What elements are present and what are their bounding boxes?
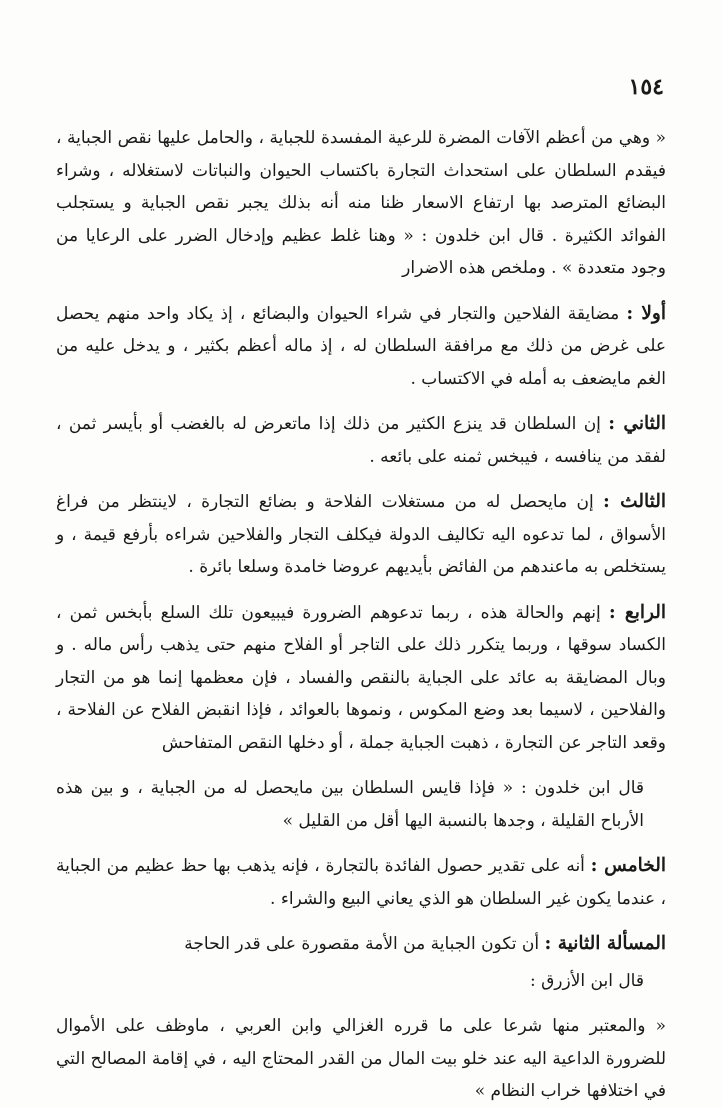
paragraph-quote [56,772,666,837]
paragraph-heading: الرابع : [608,601,666,623]
paragraph-second-issue [56,928,666,961]
paragraph-text: أنه على تقدير حصول الفائدة بالتجارة ، فإنه يذهب بها حظ عظيم من الجباية ، عندما يكون غير السلطان هو الذي يعاني البيع والشراء . [56,856,666,909]
paragraph-text: مضايقة الفلاحين والتجار في شراء الحيوان والبضائع ، إذ يكاد واحد منهم يحصل على غرض من ذلك مع مرافقة السلطان له ، إذ ماله أعظم بكثير ، و يدخل عليه من الغم مايضعف به أمله في الاكتساب . [56,303,666,389]
paragraph-text: « وهي من أعظم الآفات المضرة للرعية المفسدة للجباية ، والحامل عليها نقص الجباية ، فيقدم السلطان على استحداث التجارة باكتساب الحيوان والنباتات لاستغلاله ، وشراء البضائع المترصد بها ارتفاع الاسعار ظنا منه أنه بذلك يجبر نقص الجباية و يستجلب الفوائد الكثيرة . قال ابن خلدون : « وهنا غلط عظيم وإدخال الضرر على الرعايا من وجود متعددة » . وملخص هذه الاضرار [56,128,666,278]
paragraph-heading: الخامس : [590,855,666,876]
paragraph-heading: الثالث : [603,491,666,512]
paragraph-heading: أولا : [626,302,666,324]
paragraph-closing-quote [56,1010,666,1108]
paragraph-text: قال ابن الأزرق : [529,970,644,991]
paragraph-attribution [56,965,666,998]
page-body [56,122,666,1108]
paragraph-first-harm [56,298,666,396]
paragraph-text: قال ابن خلدون : « فإذا قايس السلطان بين مايحصل له من الجباية ، و بين هذه الأرباح القليلة ، وجدها بالنسبة اليها أقل من القليل » [56,778,644,831]
paragraph-text: إنهم والحالة هذه ، ربما تدعوهم الضرورة فيبيعون تلك السلع بأبخس ثمن ، الكساد سوقها ، وربما يتكرر ذلك على التاجر أو الفلاح منهم حتى يذهب رأس ماله . و وبال المضايقة به عائد على الجباية بالنقص والفساد ، فإن معظمها إنما هو من التجار والفلاحين ، لاسيما بعد وضع المكوس ، ونموها بالعوائد ، فإذا انقبض الفلاح عن الفلاحة ، وقعد التاجر عن التجارة ، ذهبت الجباية جملة ، أو دخلها النقص المتفاحش [56,602,666,753]
paragraph-text: أن تكون الجباية من الأمة مقصورة على قدر الحاجة [184,934,545,954]
paragraph-fourth-harm [56,597,666,760]
paragraph-text: إن مايحصل له من مستغلات الفلاحة و بضائع التجارة ، لاينتظر من فراغ الأسواق ، لما تدعوه اليه تكاليف الدولة فيكلف التجار والفلاحين شراءه بأرفع قيمة ، و يستخلص به ماعندهم من الفائض بأيديهم عروضا خامدة وسلعا بائرة . [56,492,666,577]
paragraph-text: « والمعتبر منها شرعا على ما قرره الغزالي وابن العربي ، ماوظف على الأموال للضرورة الداعية اليه عند خلو بيت المال من القدر المحتاج اليه ، في إقامة المصالح التي في اختلافها خراب النظام » [56,1016,666,1101]
paragraph-text: إن السلطان قد ينزع الكثير من ذلك إذا ماتعرض له بالغضب أو بأيسر ثمن ، لفقد من ينافسه ، فيبخس ثمنه على بائعه . [56,414,666,467]
paragraph-second-harm [56,408,666,473]
paragraph-heading: المسألة الثانية : [544,933,666,954]
paragraph-fifth-harm [56,850,666,915]
paragraph-heading: الثاني : [608,413,666,434]
page-number: ١٥٤ [628,74,664,100]
paragraph-third-harm [56,486,666,584]
paragraph-intro [56,122,666,285]
